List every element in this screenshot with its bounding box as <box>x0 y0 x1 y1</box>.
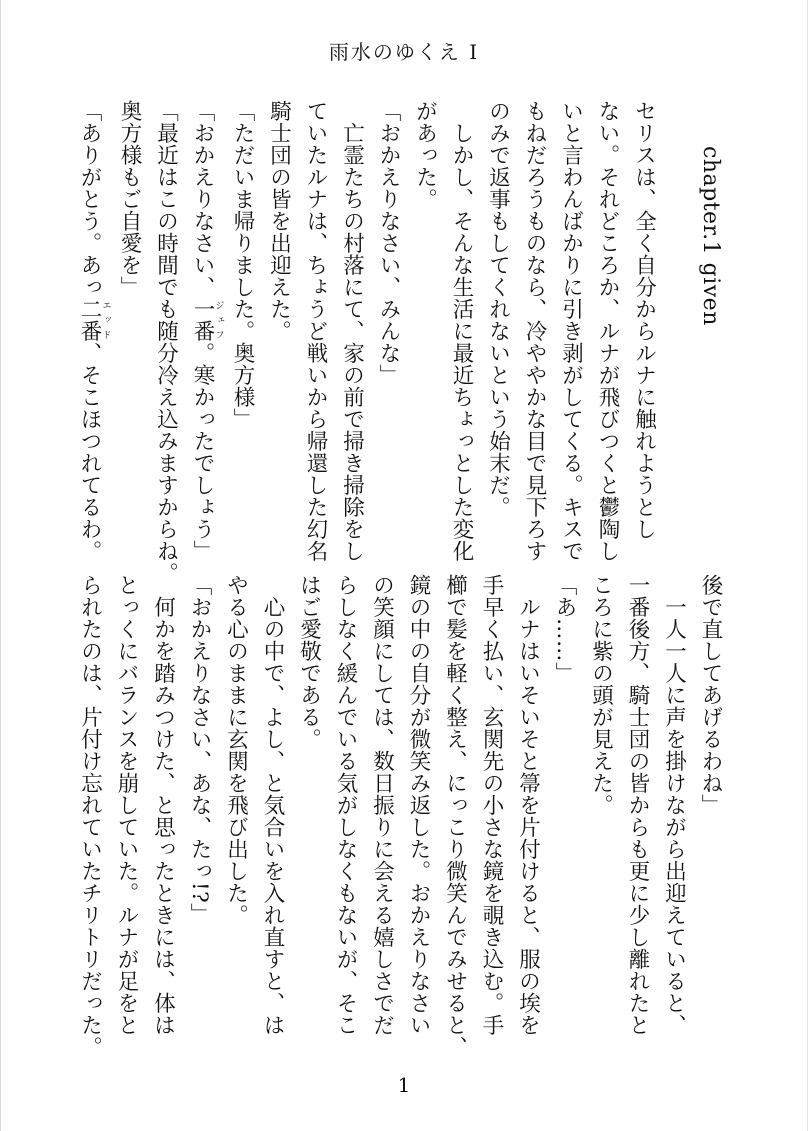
text-line: はご愛敬である。 <box>296 574 322 750</box>
dialogue-line: 「おかえりなさい、あな、たっ!?」 <box>187 574 212 926</box>
text-line: の笑顔にしては、数日振りに会える嬉しさでだ <box>369 574 395 1036</box>
text-line: ルナはいそいそと箒を片付けると、服の埃を <box>515 595 541 1036</box>
page-number: 1 <box>397 1073 411 1097</box>
text-line: セリスは、全く自分からルナに触れようとし <box>631 100 657 540</box>
text-line: やる心のままに玄関を飛び出した。 <box>223 574 249 926</box>
dialogue-line: 「最近はこの時間でも随分冷え込みますからね。 <box>153 100 179 584</box>
line-text: 「おかえりなさい、 <box>190 100 215 298</box>
dialogue-line: 「ただいま帰りました。奥方様」 <box>230 100 255 430</box>
ruby-word <box>77 298 111 342</box>
text-line: ころに紫の頭が見えた。 <box>588 574 614 816</box>
dialogue-line: 「あ……」 <box>552 574 577 684</box>
line-text: 「ありがとう。あっ <box>77 100 102 298</box>
book-title: 雨水のゆくえ Ⅰ <box>328 40 480 64</box>
dialogue-line <box>71 100 111 562</box>
ruby-base: 二番 <box>77 298 102 342</box>
text-line: 一人一人に声を掛けながら出迎えていると、 <box>661 595 687 1036</box>
upper-text-block <box>77 100 728 584</box>
ruby-base: 一番 <box>190 298 215 342</box>
dialogue-line <box>184 100 224 562</box>
text-line: 騎士団の皆を出迎えた。 <box>266 100 292 342</box>
text-line: 手早く払い、玄関先の小さな鏡を覗き込む。手 <box>479 574 504 1036</box>
text-line: らしなく緩んでいる気がしなくもないが、そこ <box>333 574 358 1036</box>
text-line: 奥方様もご自愛を」 <box>117 100 142 298</box>
text-line: 心の中で、よし、と気合いを入れ直すと、は <box>260 595 285 1036</box>
text-line: 後で直してあげるわね」 <box>698 574 723 816</box>
dialogue-line: 「おかえりなさい、みんな」 <box>376 100 401 386</box>
text-line: とっくにバランスを崩していた。ルナが足をと <box>114 574 139 1036</box>
text-line: 何かを踏みつけた、と思ったときには、体は <box>150 595 176 1036</box>
text-line: 櫛で髪を軽く整え、にっこり微笑んでみせると、 <box>442 574 468 1058</box>
text-line: 鏡の中の自分が微笑み返した。おかえりなさい <box>406 574 431 1036</box>
ruby-word <box>190 298 224 342</box>
text-line: もねだろうものなら、冷ややかな目で見下ろす <box>522 100 547 562</box>
text-line: ない。それどころか、ルナが飛びつくと鬱陶し <box>595 100 620 562</box>
ruby-reading: エッド <box>100 298 111 342</box>
text-line: ていたルナは、ちょうど戦いから帰還した幻名 <box>303 100 328 562</box>
chapter-heading: chapter.1 given <box>698 146 723 326</box>
text-line: 一番後方、騎士団の皆からも更に少し離れたと <box>625 574 650 1036</box>
text-line: 亡霊たちの村落にて、家の前で掃き掃除をし <box>339 121 365 562</box>
text-line: られたのは、片付け忘れていたチリトリだった。 <box>77 574 103 1058</box>
line-text: 、そこほつれてるわ。 <box>77 342 102 562</box>
text-line: があった。 <box>412 100 438 210</box>
lower-text-block <box>77 574 728 1058</box>
text-line: のみで返事もしてくれないという始末だ。 <box>485 100 511 518</box>
text-line: しかし、そんな生活に最近ちょっとした変化 <box>449 121 474 562</box>
text-line: いと言わんばかりに引き剥がしてくる。キスで <box>558 100 584 562</box>
ruby-reading: ジェフ <box>213 298 224 342</box>
line-text: 。寒かったでしょう」 <box>190 342 215 562</box>
